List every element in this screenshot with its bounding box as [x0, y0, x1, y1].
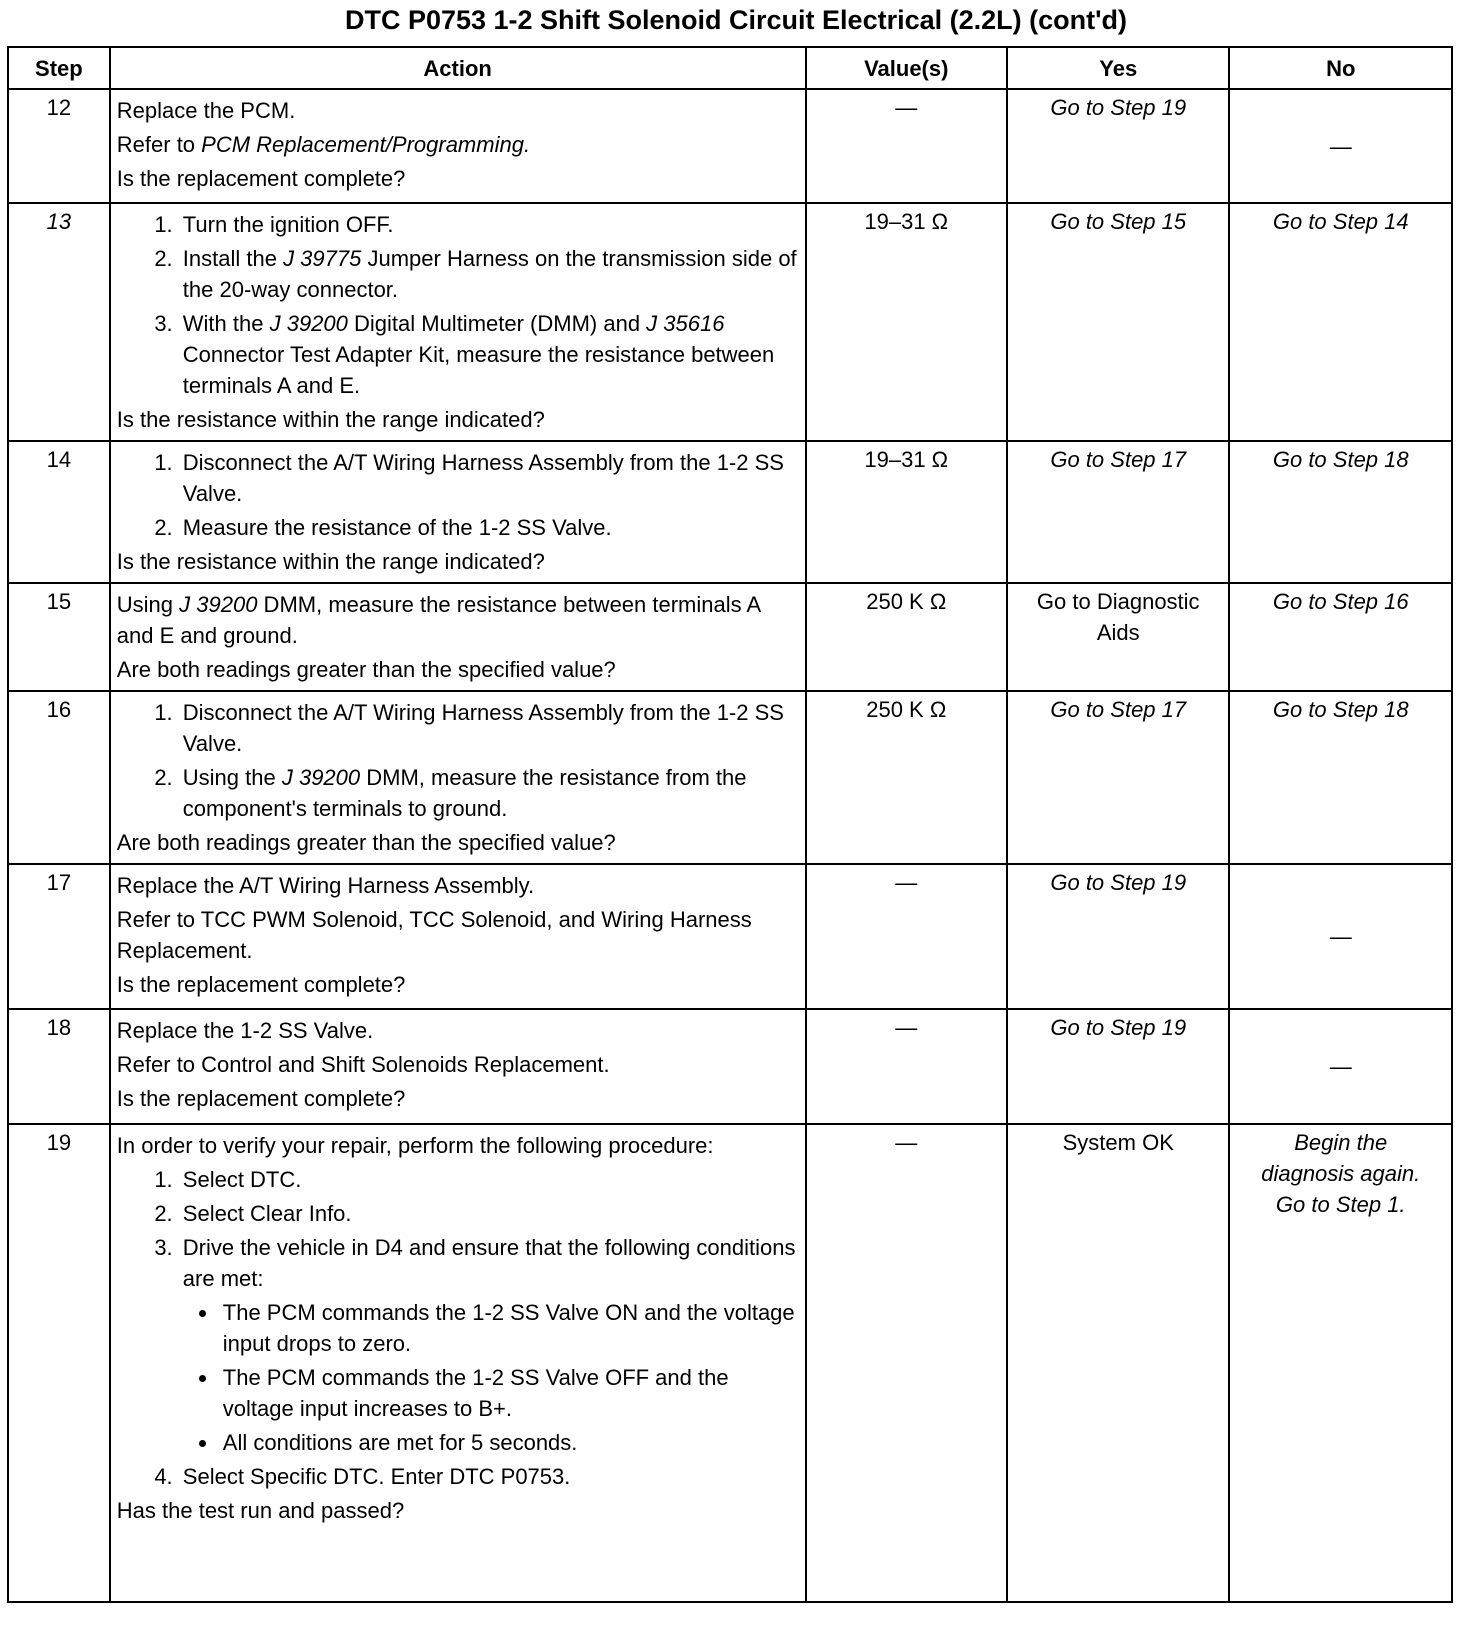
- value-cell: 19–31 Ω: [806, 441, 1007, 583]
- step-number: 17: [8, 864, 110, 1009]
- list-item: 2. Install the J 39775 Jumper Harness on the transmission side of the 20-way connector.: [179, 243, 799, 305]
- action-cell: [110, 583, 806, 691]
- no-cell: Go to Step 18: [1229, 691, 1452, 864]
- value-cell: —: [806, 89, 1007, 203]
- action-question: Is the replacement complete?: [116, 972, 406, 997]
- list-item: 2. Measure the resistance of the 1-2 SS Valve.: [179, 512, 799, 543]
- header-action: Action: [110, 47, 806, 89]
- value-cell: —: [806, 864, 1007, 1009]
- table-row: [8, 1009, 1452, 1124]
- table-row: [8, 1124, 1452, 1602]
- list-item: 1. Turn the ignition OFF.: [179, 209, 799, 240]
- list-item: 2. Select Clear Info.: [179, 1198, 799, 1229]
- value-cell: 19–31 Ω: [806, 203, 1007, 441]
- yes-cell: Go to Step 17: [1007, 691, 1229, 864]
- action-question: Is the replacement complete?: [116, 166, 406, 191]
- header-yes: Yes: [1007, 47, 1229, 89]
- no-cell: —: [1229, 89, 1452, 203]
- action-cell: [110, 441, 806, 583]
- condition-item: • The PCM commands the 1-2 SS Valve ON and the voltage input drops to zero.: [219, 1297, 799, 1359]
- no-cell: Go to Step 14: [1229, 203, 1452, 441]
- yes-cell: Go to Diagnostic Aids: [1007, 583, 1229, 691]
- action-text: Replace the 1-2 SS Valve.: [116, 1018, 374, 1043]
- list-item: 3. Drive the vehicle in D4 and ensure that the following conditions are met: • The PCM commands the 1-2 SS Valve ON and the voltage input drops to zero. • The PCM commands the 1-2 SS Valve OFF and the voltage input increases to B+. • All conditions are met for 5 seconds.: [179, 1232, 799, 1458]
- action-question: Are both readings greater than the specified value?: [116, 830, 616, 855]
- step-number: 13: [8, 203, 110, 441]
- table-row: [8, 691, 1452, 864]
- condition-item: • All conditions are met for 5 seconds.: [219, 1427, 799, 1458]
- action-text: Replace the A/T Wiring Harness Assembly.: [116, 873, 535, 898]
- action-cell: [110, 864, 806, 1009]
- list-item: 1. Disconnect the A/T Wiring Harness Assembly from the 1-2 SS Valve.: [179, 447, 799, 509]
- condition-item: • The PCM commands the 1-2 SS Valve OFF and the voltage input increases to B+.: [219, 1362, 799, 1424]
- header-values: Value(s): [806, 47, 1007, 89]
- table-header-row: [8, 47, 1452, 89]
- value-cell: —: [806, 1009, 1007, 1124]
- action-cell: [110, 203, 806, 441]
- no-cell: —: [1229, 864, 1452, 1009]
- action-question: Is the resistance within the range indicated?: [116, 549, 545, 574]
- action-list: [117, 209, 799, 401]
- list-item: 2. Using the J 39200 DMM, measure the resistance from the component's terminals to ground.: [179, 762, 799, 824]
- action-list: [117, 697, 799, 824]
- yes-cell: Go to Step 15: [1007, 203, 1229, 441]
- action-question: Is the resistance within the range indicated?: [116, 407, 545, 432]
- step-number: 18: [8, 1009, 110, 1124]
- value-cell: —: [806, 1124, 1007, 1602]
- action-text: Refer to Control and Shift Solenoids Replacement.: [116, 1052, 610, 1077]
- action-text: Refer to TCC PWM Solenoid, TCC Solenoid, and Wiring Harness Replacement.: [116, 907, 752, 963]
- list-item: 1. Select DTC.: [179, 1164, 799, 1195]
- condition-list: [183, 1297, 799, 1458]
- no-cell: —: [1229, 1009, 1452, 1124]
- action-question: Is the replacement complete?: [116, 1086, 406, 1111]
- action-question: Has the test run and passed?: [116, 1498, 405, 1523]
- action-text: In order to verify your repair, perform the following procedure:: [116, 1133, 714, 1158]
- value-cell: 250 K Ω: [806, 583, 1007, 691]
- list-item: 4. Select Specific DTC. Enter DTC P0753.: [179, 1461, 799, 1492]
- list-item: 3. With the J 39200 Digital Multimeter (DMM) and J 35616 Connector Test Adapter Kit, measure the resistance between terminals A and E.: [179, 308, 799, 401]
- action-text: Refer to PCM Replacement/Programming.: [116, 132, 531, 157]
- action-text: Replace the PCM.: [116, 98, 296, 123]
- header-step: Step: [8, 47, 110, 89]
- action-cell: [110, 1009, 806, 1124]
- no-cell: Begin the diagnosis again. Go to Step 1.: [1229, 1124, 1452, 1602]
- step-number: 19: [8, 1124, 110, 1602]
- step-number: 12: [8, 89, 110, 203]
- diagnostic-table: [7, 46, 1453, 1603]
- action-list: [117, 1164, 799, 1492]
- step-number: 15: [8, 583, 110, 691]
- value-cell: 250 K Ω: [806, 691, 1007, 864]
- table-row: [8, 864, 1452, 1009]
- action-text: Using J 39200 DMM, measure the resistance between terminals A and E and ground.: [116, 592, 760, 648]
- table-row: [8, 89, 1452, 203]
- yes-cell: Go to Step 17: [1007, 441, 1229, 583]
- table-row: [8, 583, 1452, 691]
- action-cell: [110, 1124, 806, 1602]
- yes-cell: Go to Step 19: [1007, 1009, 1229, 1124]
- header-no: No: [1229, 47, 1452, 89]
- step-number: 16: [8, 691, 110, 864]
- action-cell: [110, 89, 806, 203]
- page-title: DTC P0753 1-2 Shift Solenoid Circuit Electrical (2.2L) (cont'd): [344, 5, 1128, 35]
- step-number: 14: [8, 441, 110, 583]
- table-row: [8, 203, 1452, 441]
- no-cell: Go to Step 18: [1229, 441, 1452, 583]
- list-item: 1. Disconnect the A/T Wiring Harness Assembly from the 1-2 SS Valve.: [179, 697, 799, 759]
- action-question: Are both readings greater than the specified value?: [116, 657, 616, 682]
- yes-cell: Go to Step 19: [1007, 864, 1229, 1009]
- no-cell: Go to Step 16: [1229, 583, 1452, 691]
- action-cell: [110, 691, 806, 864]
- action-list: [117, 447, 799, 543]
- yes-cell: Go to Step 19: [1007, 89, 1229, 203]
- yes-cell: System OK: [1007, 1124, 1229, 1602]
- table-row: [8, 441, 1452, 583]
